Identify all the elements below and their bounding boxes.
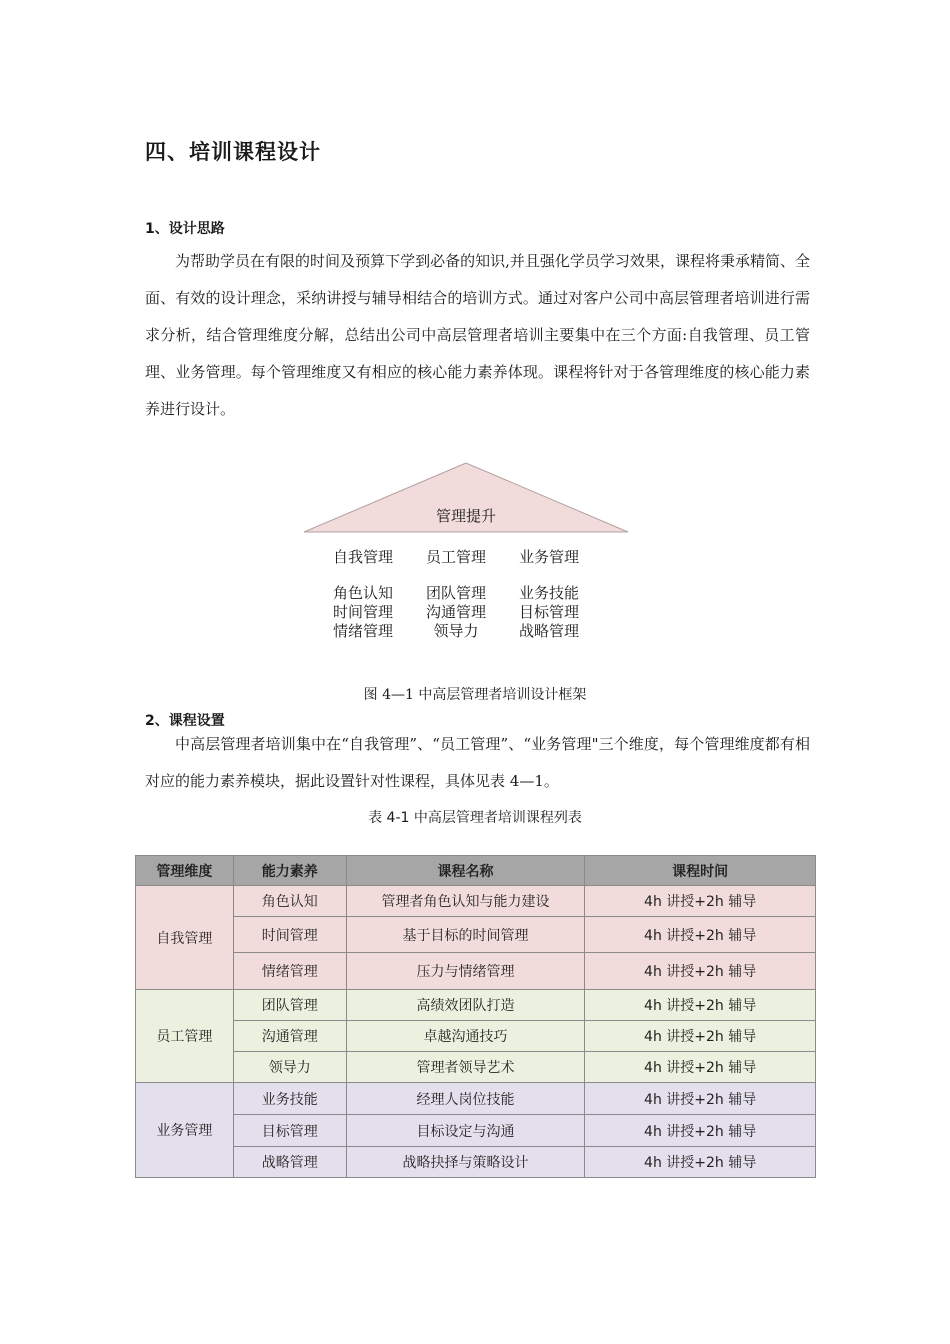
- table-row: [136, 1115, 816, 1147]
- heading-course-setup: 2、课程设置: [145, 713, 225, 729]
- diagram-competency: 沟通管理: [425, 603, 486, 621]
- skill-cell: 角色认知: [233, 886, 346, 917]
- skill-cell: 业务技能: [233, 1083, 346, 1115]
- course-cell: 卓越沟通技巧: [346, 1021, 585, 1052]
- time-cell: 4h 讲授+2h 辅导: [585, 1115, 816, 1147]
- course-cell: 压力与情绪管理: [346, 953, 585, 990]
- table-row: [136, 917, 816, 953]
- skill-cell: 战略管理: [233, 1147, 346, 1178]
- time-cell: 4h 讲授+2h 辅导: [585, 990, 816, 1021]
- course-cell: 基于目标的时间管理: [346, 917, 585, 953]
- table-row: [136, 1021, 816, 1052]
- diagram-competency: 角色认知: [332, 584, 393, 602]
- time-cell: 4h 讲授+2h 辅导: [585, 1052, 816, 1083]
- header-course-name: 课程名称: [346, 856, 585, 886]
- time-cell: 4h 讲授+2h 辅导: [585, 1021, 816, 1052]
- dimension-cell: 自我管理: [136, 886, 234, 990]
- diagram-dimension-business: 业务管理: [518, 548, 579, 566]
- paragraph-course-setup: 中高层管理者培训集中在“自我管理”、“员工管理”、“业务管理"三个维度，每个管理维度都有相对应的能力素养模块，据此设置针对性课程，具体见表 4—1。: [145, 735, 810, 790]
- header-dimension: 管理维度: [136, 856, 234, 886]
- table-row: [136, 886, 816, 917]
- table-row: [136, 1083, 816, 1115]
- figure-caption: 图 4—1 中高层管理者培训设计框架: [363, 687, 587, 703]
- heading-design-approach: 1、设计思路: [145, 221, 225, 237]
- section-title: 四、培训课程设计: [145, 140, 321, 164]
- dimension-cell: 员工管理: [136, 990, 234, 1083]
- table-row: [136, 953, 816, 990]
- diagram-competency: 业务技能: [518, 584, 579, 602]
- skill-cell: 目标管理: [233, 1115, 346, 1147]
- course-cell: 管理者角色认知与能力建设: [346, 886, 585, 917]
- time-cell: 4h 讲授+2h 辅导: [585, 886, 816, 917]
- paragraph-design-approach: 为帮助学员在有限的时间及预算下学到必备的知识,并且强化学员学习效果，课程将秉承精简、全面、有效的设计理念，采纳讲授与辅导相结合的培训方式。通过对客户公司中高层管理者培训进行需求分析，结合管理维度分解，总结出公司中高层管理者培训主要集中在三个方面:自我管理、员工管理、业务管理。每个管理维度又有相应的核心能力素养体现。课程将针对于各管理维度的核心能力素养进行设计。: [145, 252, 810, 418]
- diagram-competency: 时间管理: [332, 603, 393, 621]
- course-table: [135, 855, 816, 1178]
- table-row: [136, 990, 816, 1021]
- dimension-cell: 业务管理: [136, 1083, 234, 1178]
- course-cell: 目标设定与沟通: [346, 1115, 585, 1147]
- skill-cell: 团队管理: [233, 990, 346, 1021]
- diagram-competency: 目标管理: [518, 603, 579, 621]
- skill-cell: 时间管理: [233, 917, 346, 953]
- time-cell: 4h 讲授+2h 辅导: [585, 917, 816, 953]
- diagram-dimension-staff: 员工管理: [425, 548, 486, 566]
- time-cell: 4h 讲授+2h 辅导: [585, 1083, 816, 1115]
- table-caption: 表 4-1 中高层管理者培训课程列表: [368, 810, 582, 826]
- diagram-competency: 情绪管理: [332, 622, 393, 640]
- skill-cell: 领导力: [233, 1052, 346, 1083]
- header-course-time: 课程时间: [585, 856, 816, 886]
- diagram-competency: 团队管理: [425, 584, 486, 602]
- header-competency: 能力素养: [233, 856, 346, 886]
- table-row: [136, 1147, 816, 1178]
- diagram-apex-label: 管理提升: [435, 507, 496, 525]
- table-header-row: [136, 856, 816, 886]
- diagram-dimension-self: 自我管理: [332, 548, 393, 566]
- skill-cell: 情绪管理: [233, 953, 346, 990]
- table-row: [136, 1052, 816, 1083]
- time-cell: 4h 讲授+2h 辅导: [585, 1147, 816, 1178]
- course-cell: 战略抉择与策略设计: [346, 1147, 585, 1178]
- course-cell: 高绩效团队打造: [346, 990, 585, 1021]
- course-cell: 管理者领导艺术: [346, 1052, 585, 1083]
- diagram-competency: 领导力: [433, 622, 479, 640]
- skill-cell: 沟通管理: [233, 1021, 346, 1052]
- diagram-competency: 战略管理: [518, 622, 579, 640]
- course-cell: 经理人岗位技能: [346, 1083, 585, 1115]
- time-cell: 4h 讲授+2h 辅导: [585, 953, 816, 990]
